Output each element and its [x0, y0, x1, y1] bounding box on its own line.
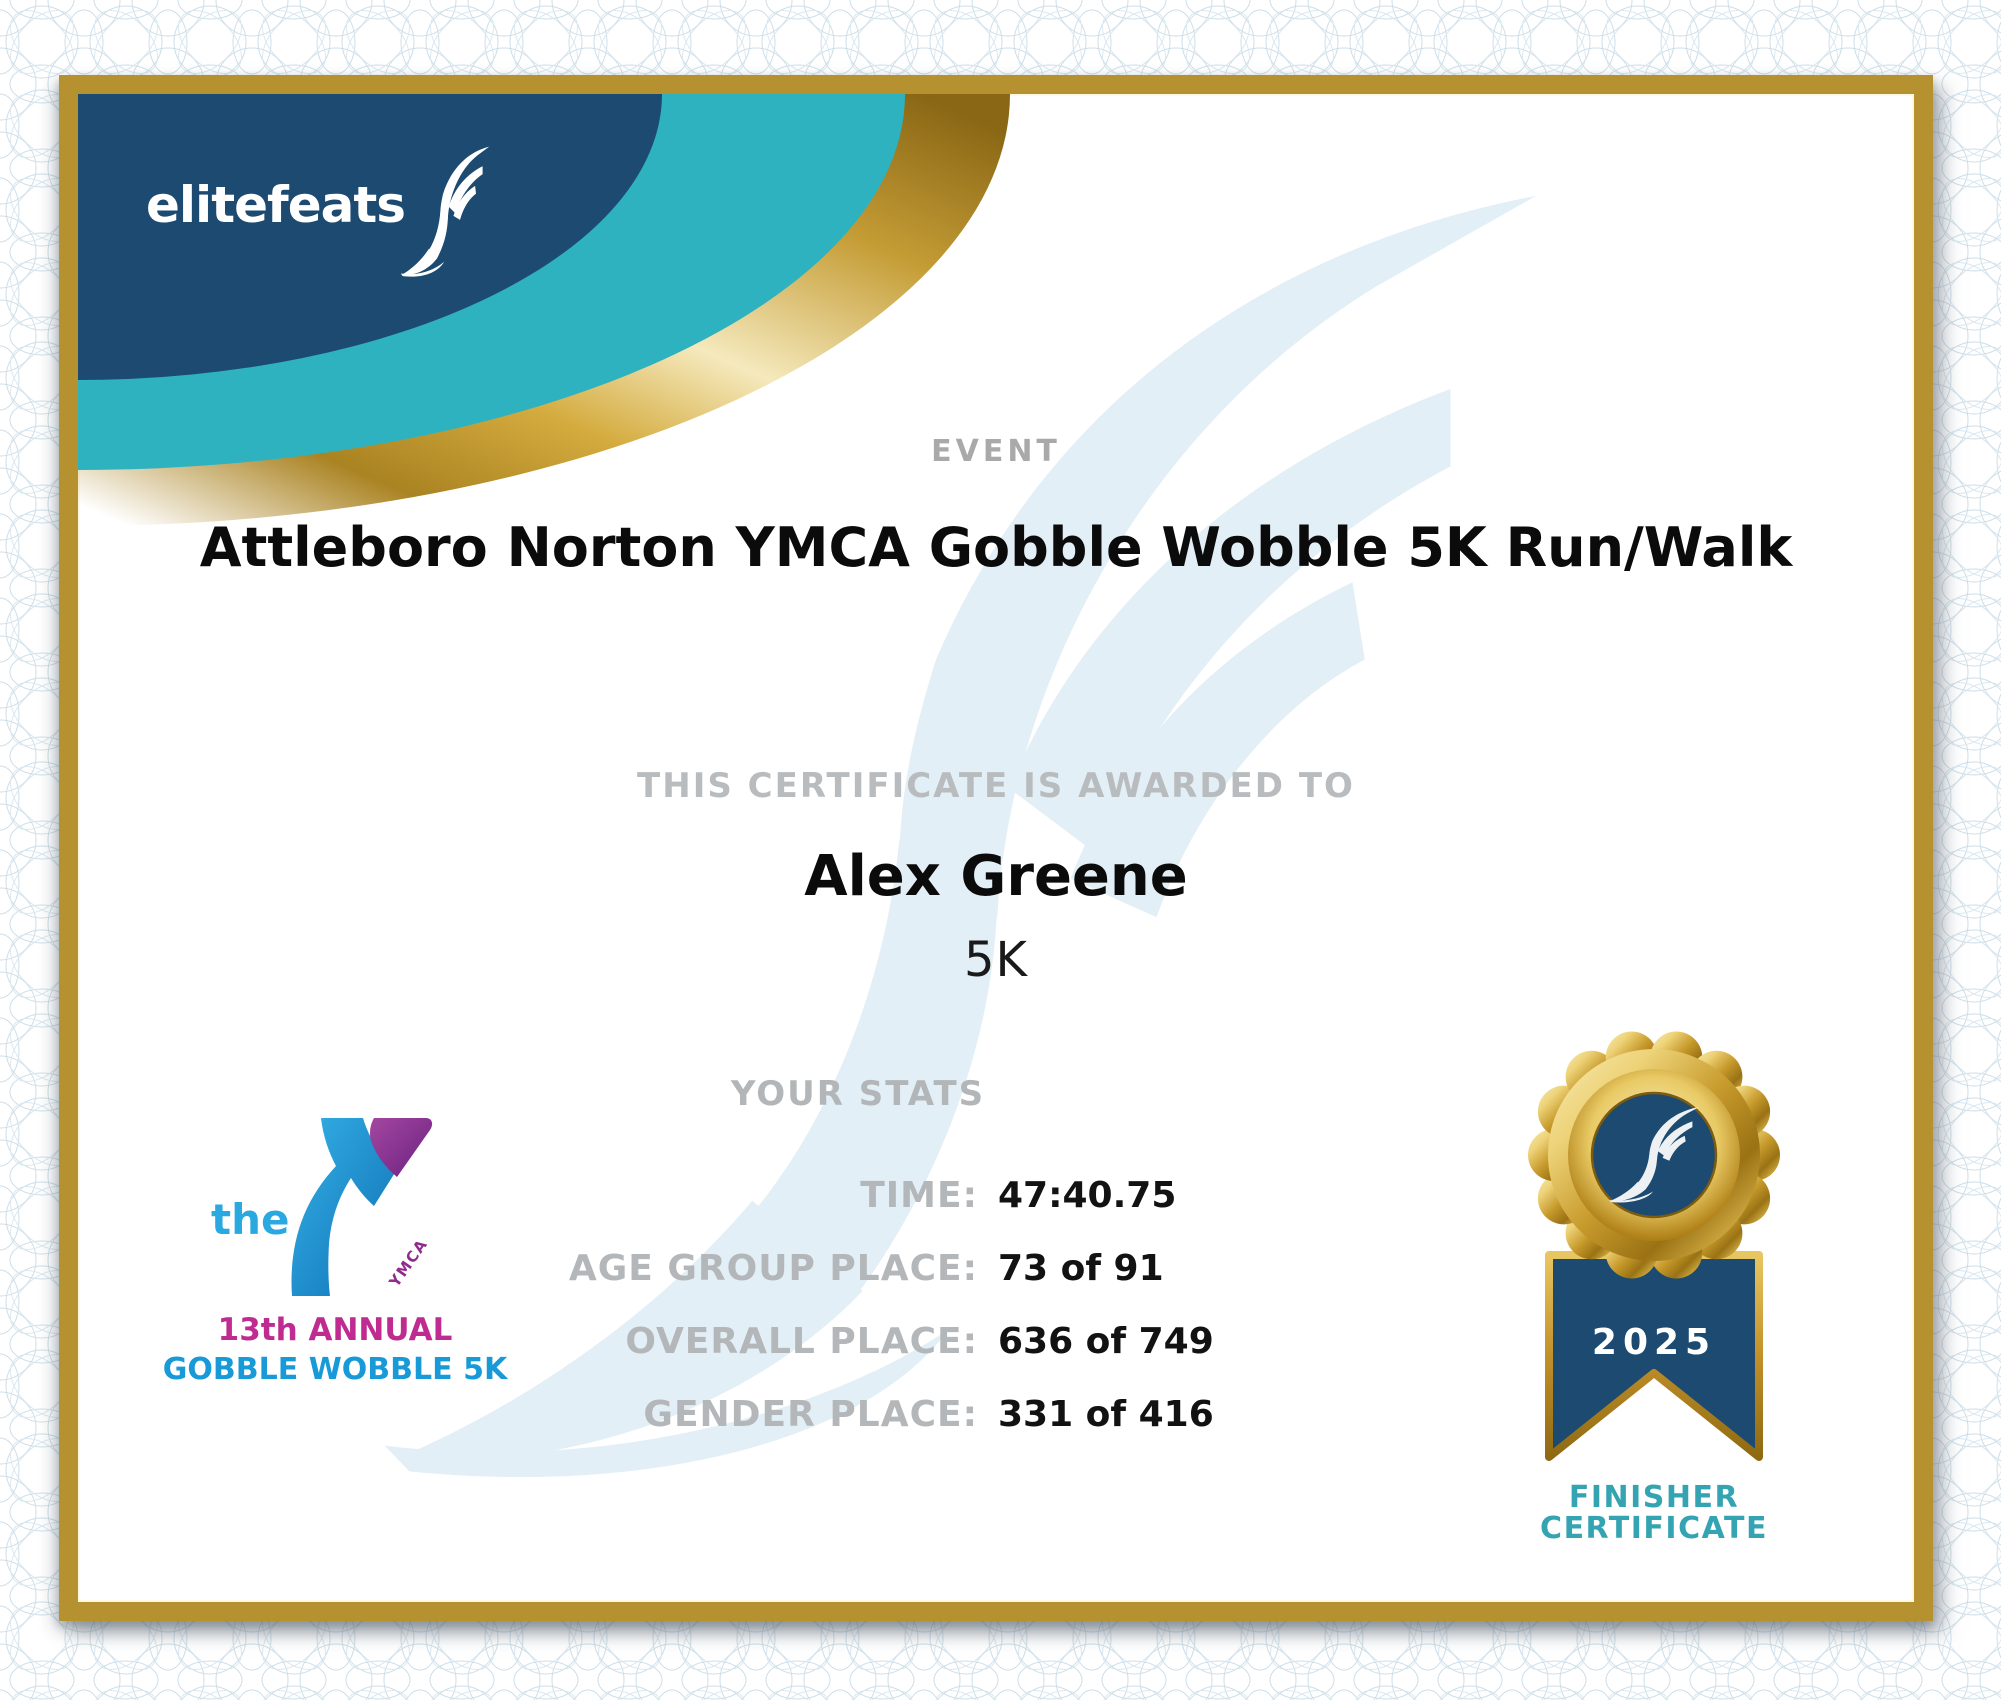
gold-frame	[59, 75, 1933, 1621]
medal-year: 2025	[1591, 1322, 1717, 1363]
ymca-rotated-text: YMCA	[385, 1235, 432, 1291]
stat-value: 47:40.75	[998, 1175, 1177, 1216]
finisher-medal	[1504, 1007, 1804, 1487]
stat-label: AGE GROUP PLACE:	[568, 1248, 978, 1289]
certificate-paper	[78, 94, 1914, 1602]
ymca-annual-text: 13th ANNUAL	[217, 1312, 453, 1348]
ymca-the-text: the	[211, 1195, 290, 1244]
stat-label: OVERALL PLACE:	[625, 1321, 978, 1362]
event-title: Attleboro Norton YMCA Gobble Wobble 5K Run/Walk	[199, 516, 1793, 579]
event-label: EVENT	[931, 434, 1061, 469]
stat-value: 636 of 749	[998, 1321, 1214, 1362]
award-label: THIS CERTIFICATE IS AWARDED TO	[637, 766, 1355, 806]
recipient-name: Alex Greene	[804, 844, 1188, 909]
ymca-y-logo	[279, 1118, 444, 1298]
stats-heading: YOUR STATS	[730, 1074, 986, 1114]
race-division: 5K	[963, 932, 1028, 988]
stat-row-time	[328, 1176, 1428, 1216]
stat-label: GENDER PLACE:	[643, 1394, 978, 1435]
stat-value: 73 of 91	[998, 1248, 1164, 1289]
stat-label: TIME:	[860, 1175, 978, 1216]
stat-value: 331 of 416	[998, 1394, 1214, 1435]
ymca-race-text: GOBBLE WOBBLE 5K	[162, 1352, 508, 1387]
stat-row-gender-place	[328, 1395, 1428, 1435]
stat-row-age-group-place	[328, 1249, 1428, 1289]
medal-caption	[1504, 1482, 1804, 1544]
medal-caption-line1: FINISHER	[1568, 1480, 1740, 1515]
medal-caption-line2: CERTIFICATE	[1540, 1511, 1768, 1546]
elitefeats-wingfoot-icon	[398, 144, 492, 280]
elitefeats-logo-text: elitefeats	[146, 176, 406, 234]
